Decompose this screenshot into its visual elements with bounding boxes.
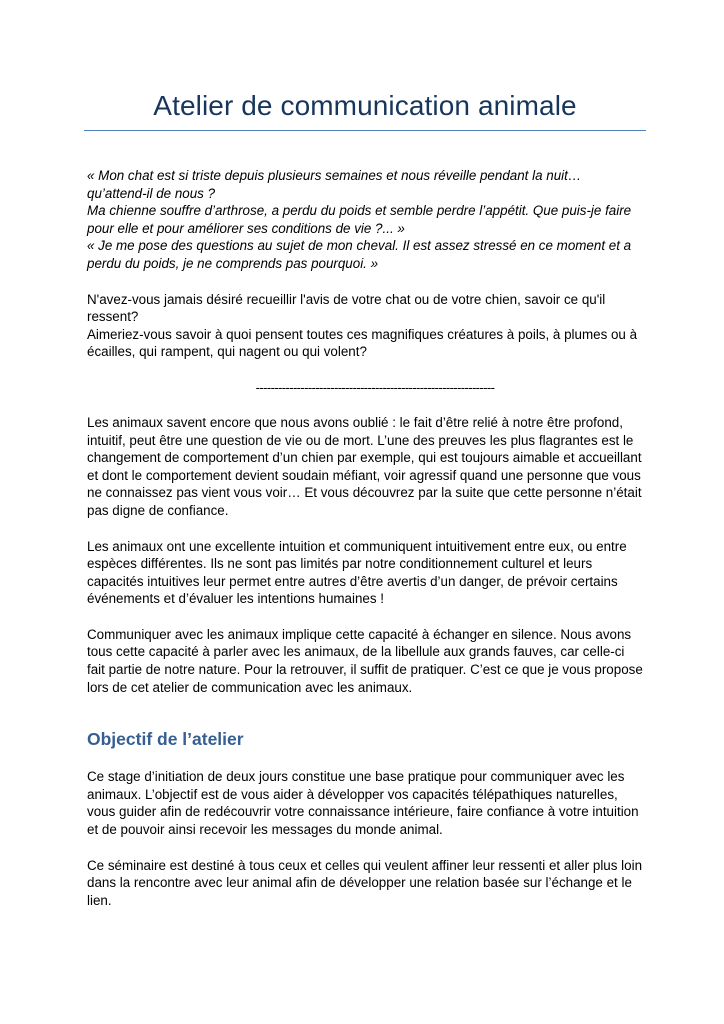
testimonial-quotes — [87, 167, 643, 273]
paragraph-intuition: Les animaux savent encore que nous avons oublié : le fait d’être relié à notre être profond, intuitif, peut être une question de vie ou de mort. L’une des preuves les plus flagrantes est le changement de comportement d’un chien par exemple, qui est toujours aimable et accueillant et dont le comportement devient soudain méfiant, voir agressif quand une personne que vous ne connaissez pas vient vous voir… Et vous découvrez par la suite que cette personne n’était pas digne de confiance. — [87, 414, 642, 518]
intro-question-2: Aimeriez-vous savoir à quoi pensent toutes ces magnifiques créatures à poils, à plumes ou à écailles, qui rampent, qui nagent ou qui volent? — [87, 326, 638, 360]
objective-paragraph-2: Ce séminaire est destiné à tous ceux et celles qui veulent affiner leur ressenti et aller plus loin dans la rencontre avec leur animal afin de développer une relation basée sur l’échange et le lien. — [87, 857, 643, 908]
paragraph-communication: Les animaux ont une excellente intuition et communiquent intuitivement entre eux, ou entre espèces différentes. Ils ne sont pas limités par notre conditionnement culturel et leurs capacités intuitives leur permet entre autres d’être avertis d’un danger, de prévoir certains événements et d’évaluer les intentions humaines ! — [87, 538, 627, 607]
paragraph-silence: Communiquer avec les animaux implique cette capacité à échanger en silence. Nous avons tous cette capacité à parler avec les animaux, de la libellule aux grands fauves, car celle-ci fait partie de notre nature. Pour la retrouver, il suffit de pratiquer. C’est ce que je vous propose lors de cet atelier de communication avec les animaux. — [87, 626, 643, 695]
quote-horse: « Je me pose des questions au sujet de mon cheval. Il est assez stressé en ce moment et a perdu du poids, je ne comprends pas pourquoi. » — [87, 238, 632, 271]
quote-dog: Ma chienne souffre d’arthrose, a perdu du poids et semble perdre l’appétit. Que puis-je faire pour elle et pour améliorer ses conditions de vie ?... » — [87, 203, 632, 236]
page-title: Atelier de communication animale — [153, 90, 577, 121]
objective-paragraph-1: Ce stage d’initiation de deux jours constitue une base pratique pour communiquer avec les animaux. L’objectif est de vous aider à développer vos capacités télépathiques naturelles, vous guider afin de redécouvrir votre connaissance intérieure, faire confiance à votre intuition et de pouvoir ainsi recevoir les messages du monde animal. — [87, 769, 639, 838]
quote-cat: « Mon chat est si triste depuis plusieurs semaines et nous réveille pendant la nuit… qu’attend-il de nous ? — [87, 168, 582, 201]
objective-heading: Objectif de l’atelier — [87, 729, 244, 750]
objective-section — [87, 768, 643, 909]
dashed-separator: ---------------------------------------------------------------- — [255, 379, 495, 395]
intro-section — [87, 291, 643, 361]
intro-question-1: N'avez-vous jamais désiré recueillir l'avis de votre chat ou de votre chien, savoir ce qu'il ressent? — [87, 291, 606, 325]
main-text — [87, 414, 643, 696]
title-underline — [84, 130, 646, 131]
document-page — [87, 0, 643, 909]
